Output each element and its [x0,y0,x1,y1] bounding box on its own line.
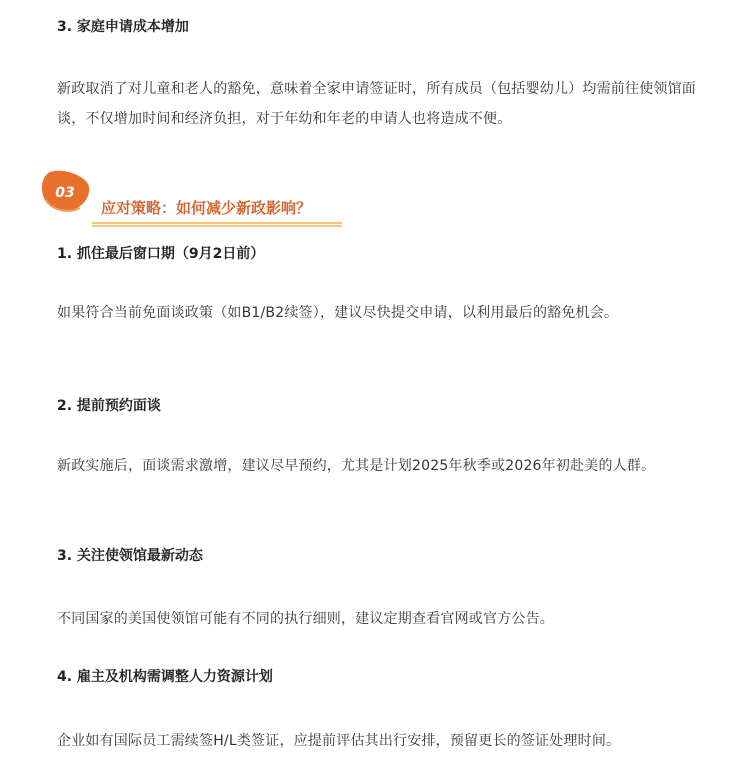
section-number: 03 [55,185,75,201]
paragraph-last-window: 如果符合当前免面谈政策（如B1/B2续签），建议尽快提交申请，以利用最后的豁免机会。 [57,305,619,321]
item-heading-consulate-updates: 3. 关注使领馆最新动态 [57,548,203,564]
section-title-underline [92,222,342,228]
item-heading-book-interview: 2. 提前预约面谈 [57,398,161,414]
section-title: 应对策略：如何减少新政影响？ [101,199,312,217]
item-heading-last-window: 1. 抓住最后窗口期（9月2日前） [57,246,265,262]
paragraph-book-interview: 新政实施后，面谈需求激增，建议尽早预约，尤其是计划2025年秋季或2026年初赴美的人群。 [57,458,656,474]
paragraph-consulate-updates: 不同国家的美国使领馆可能有不同的执行细则，建议定期查看官网或官方公告。 [57,611,554,627]
item-heading-employer-planning: 4. 雇主及机构需调整人力资源计划 [57,669,273,685]
paragraph-family-cost: 新政取消了对儿童和老人的豁免，意味着全家申请签证时，所有成员（包括婴幼儿）均需前往使领馆面谈，不仅增加时间和经济负担，对于年幼和年老的申请人也将造成不便。 [57,81,696,127]
paragraph-employer-planning: 企业如有国际员工需续签H/L类签证，应提前评估其出行安排，预留更长的签证处理时间。 [57,733,621,749]
item-heading-family-cost: 3. 家庭申请成本增加 [57,19,189,35]
